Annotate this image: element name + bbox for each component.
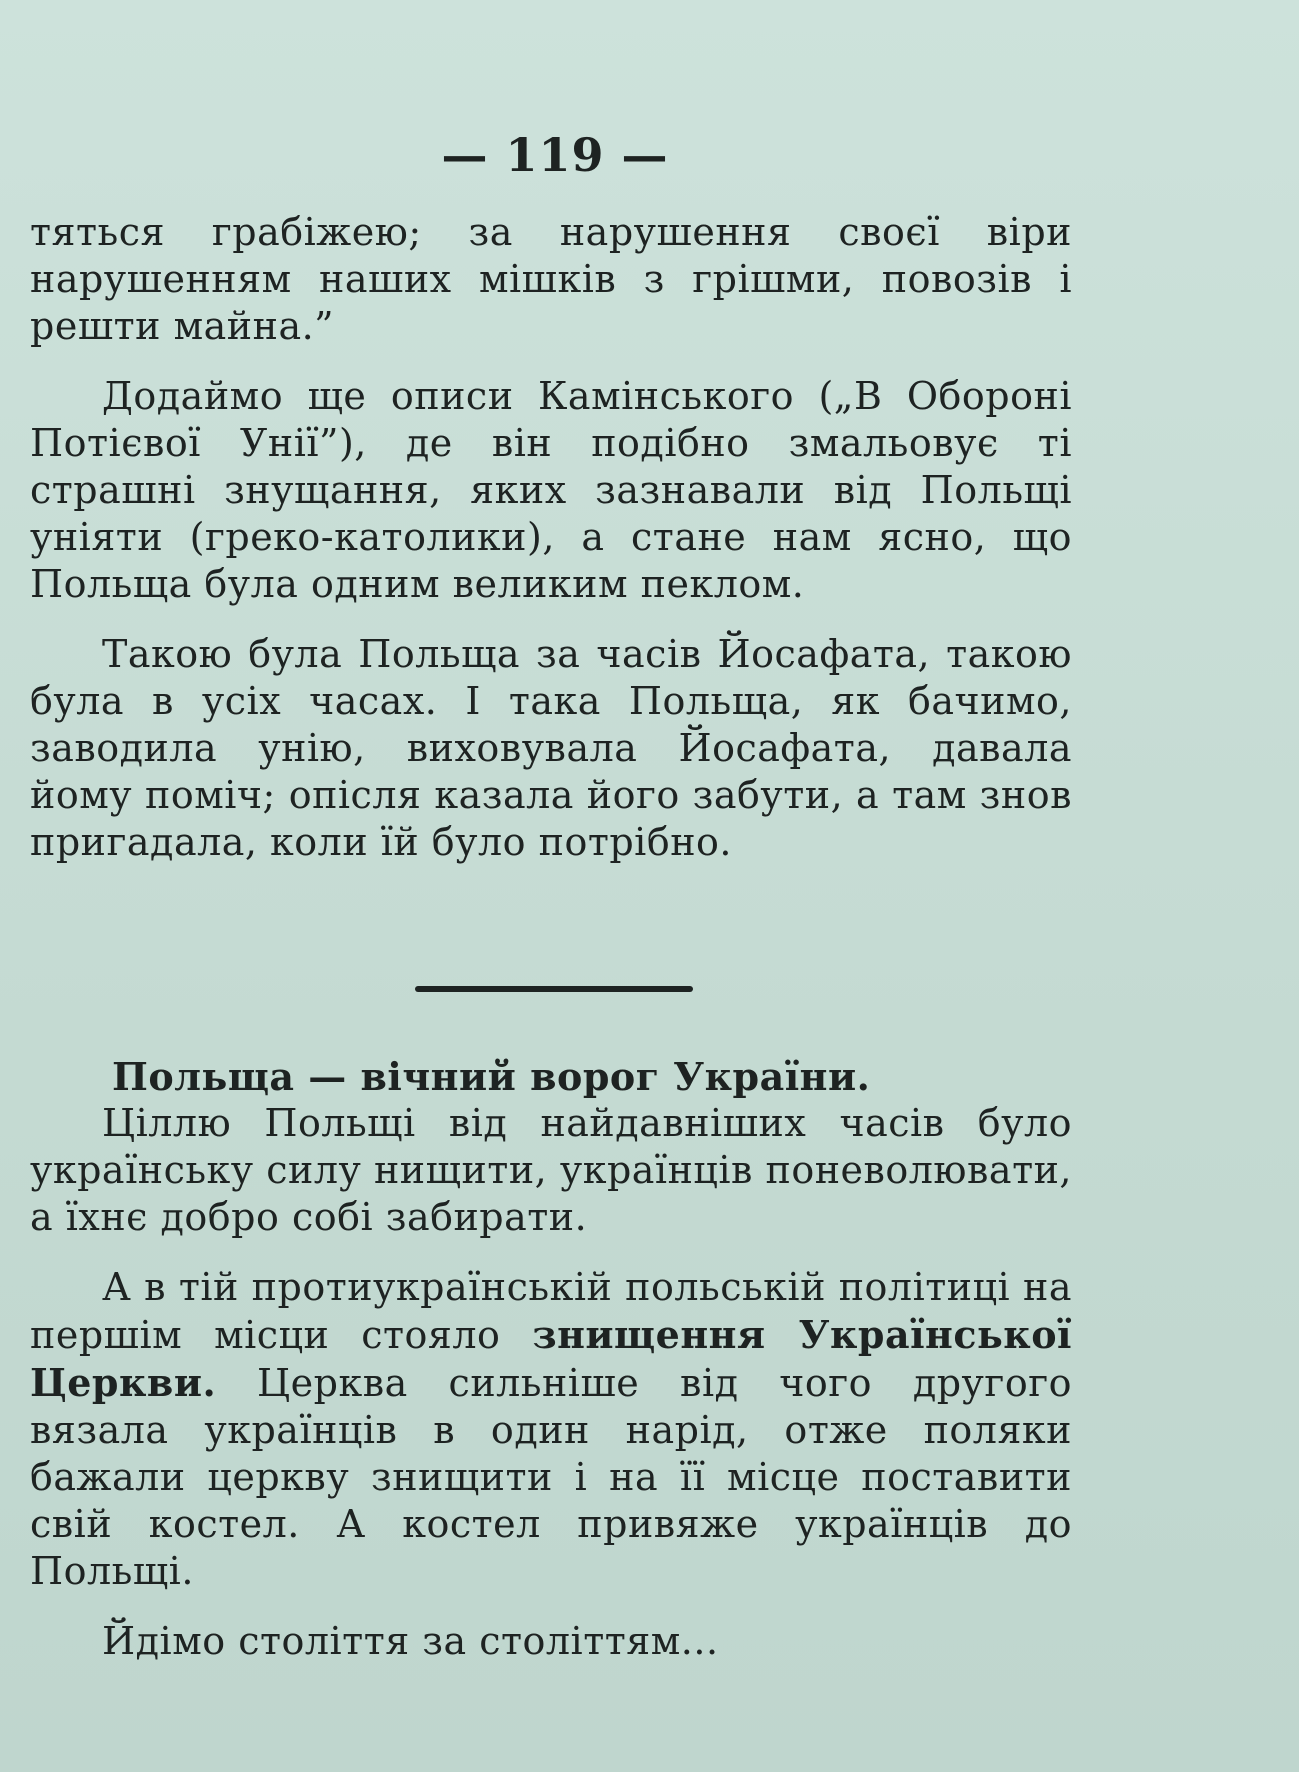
- paragraph-continuation: тяться грабіжею; за нарушення своєї віри нарушенням наших мішків з грішми, повозів і решти майна.”: [30, 210, 1072, 348]
- paragraph-goal: Ціллю Польщі від найдавніших часів було українську силу нищити, українців поневолювати, а їхнє добро собі забирати.: [30, 1101, 1072, 1239]
- section-heading: Польща — вічний ворог України.: [112, 1054, 871, 1099]
- text-section-2: [30, 1053, 1072, 1665]
- paragraph-church-start: А в тій протиукраїнській польській політиці на першім місци стояло: [30, 1265, 1072, 1357]
- paragraph-centuries: Йдімо століття за століттям...: [102, 1619, 719, 1663]
- paragraph-church: [30, 1264, 1072, 1595]
- paragraph-church-end: Церква сильніше від чого другого вязала українців в один нарід, отже поляки бажали церкву знищити і на її місце поставити свій костел. А костел привяже українців до Польщі.: [30, 1361, 1072, 1593]
- paragraph-church-bold: знищення Української Церкви.: [30, 1312, 1072, 1405]
- text-section-1: [30, 209, 1072, 866]
- paragraph-yosafat: Такою була Польща за часів Йосафата, такою була в усіх часах. І така Польща, як бачимо, заводила унію, виховувала Йосафата, давала йому поміч; опісля казала його забути, а там знов пригадала, коли їй було потрібно.: [30, 632, 1072, 864]
- section-divider: [415, 986, 693, 992]
- page-number: — 119 —: [441, 128, 669, 182]
- paragraph-kaminsky: Додаймо ще описи Камінського („В Обороні Потієвої Унії”), де він подібно змальовує ті страшні знущання, яких зазнавали від Польщі уніяти (греко-католики), а стане нам ясно, що Польща була одним великим пеклом.: [30, 374, 1072, 606]
